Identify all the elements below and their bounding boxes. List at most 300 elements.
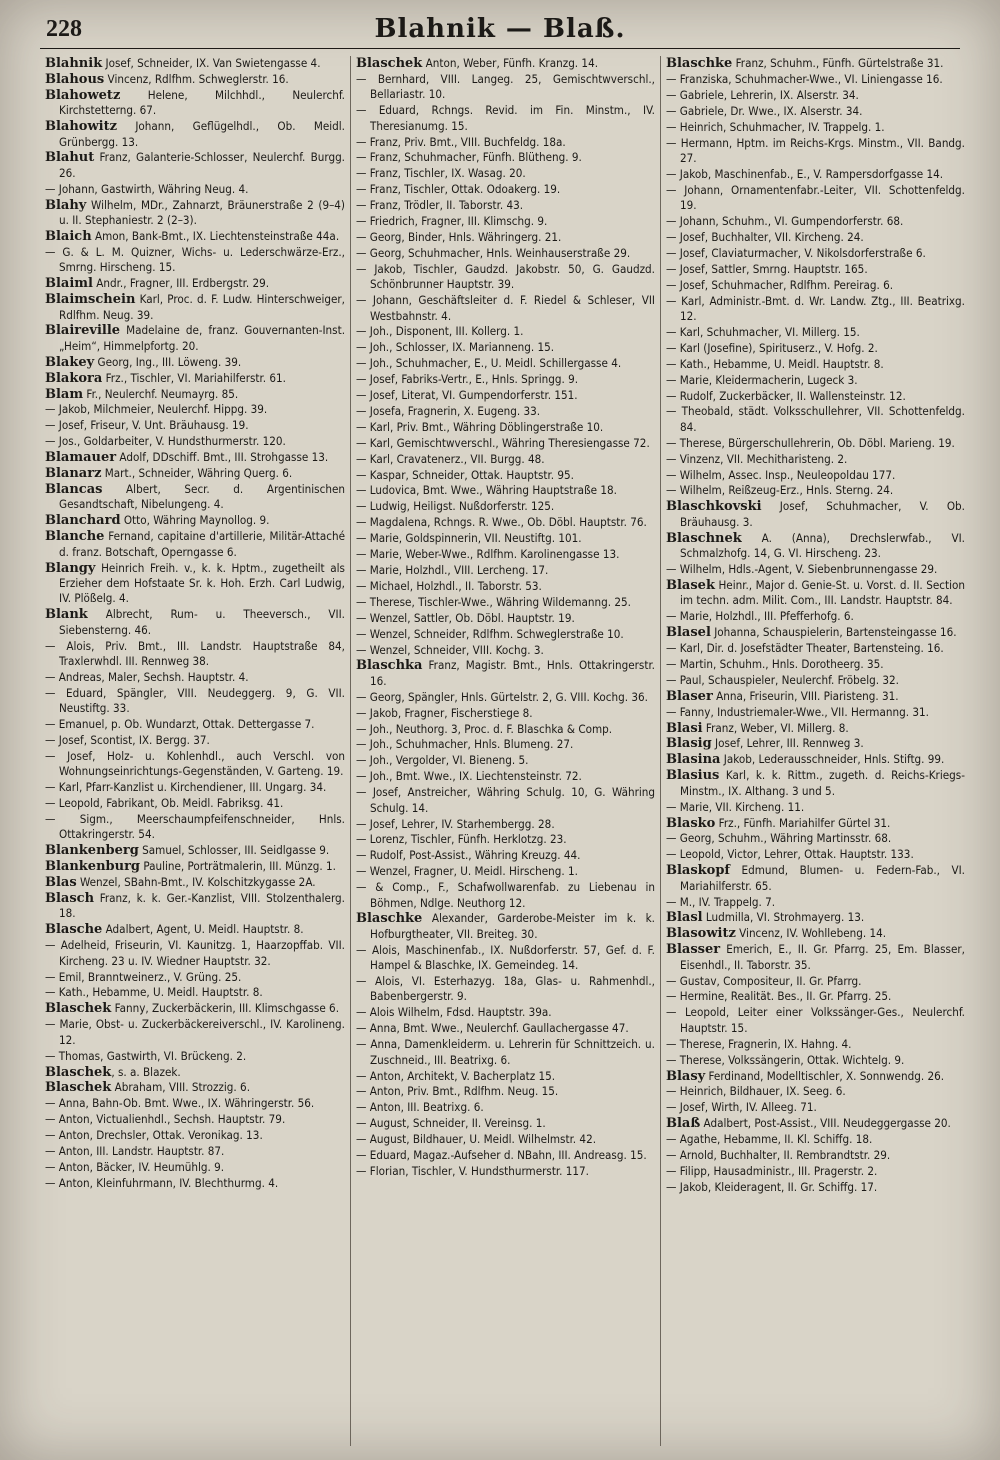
entry-text: — Heinrich, Bildhauer, IX. Seeg. 6. [666,1084,846,1099]
entry-text: — Johann, Schuhm., VI. Gumpendorferstr. 68. [666,214,904,229]
directory-entry [45,387,345,402]
entry-text: — Friedrich, Fragner, III. Klimschg. 9. [356,214,548,229]
directory-entry [666,942,965,973]
directory-entry [45,450,345,465]
entry-text: — Florian, Tischler, V. Hundsthurmerstr. 117. [356,1163,589,1178]
entry-text: — Theobald, städt. Volksschullehrer, VII. Schottenfeldg. 84. [666,404,965,434]
entry-text: — Joh., Disponent, III. Kollerg. 1. [356,324,524,339]
directory-entry [45,56,345,71]
directory-entry [356,72,655,103]
entry-surname: Blamauer [45,450,117,466]
column-3 [660,56,970,1446]
entry-surname: Blankenberg [45,843,139,859]
directory-entry [356,214,655,229]
entry-text: — Georg, Schuhm., Währing Martinsstr. 68. [666,831,892,846]
entry-surname: Blaschkovski [666,499,762,515]
entry-text: — Marie, VII. Kircheng. 11. [666,799,805,814]
entry-text: Karl, k. k. Rittm., zugeth. d. Reichs-Kriegs-Minstm., IX. Althang. 3 und 5. [680,768,965,798]
entry-surname: Blahy [45,197,87,213]
entry-text: — G. & L. M. Quizner, Wichs- u. Lederschwärze-Erz., Smrng. Hirscheng. 15. [45,244,345,275]
entry-text: — Karl, Pfarr-Kanzlist u. Kirchendiener, III. Ungarg. 34. [45,780,327,795]
entry-text: — Wilhelm, Hdls.-Agent, V. Siebenbrunnengasse 29. [666,562,938,576]
entry-text: — Gabriele, Lehrerin, IX. Alserstr. 34. [666,87,859,102]
entry-surname: Blanchard [45,513,121,529]
entry-text: — Emil, Branntweinerz., V. Grüng. 25. [45,969,242,984]
entry-text: — Leopold, Fabrikant, Ob. Meidl. Fabriksg. 41. [45,796,284,811]
entry-text: — Marie, Holzhdl., VIII. Lercheng. 17. [356,563,549,577]
entry-text: Georg, Ing., III. Löweng. 39. [94,354,242,369]
directory-entry [666,531,965,562]
entry-text: — Jakob, Milchmeier, Neulerchf. Hippg. 39. [45,402,268,417]
directory-entry [666,768,965,799]
directory-entry [356,483,655,498]
entry-text: — Jakob, Tischler, Gaudzd. Jakobstr. 50, G. Gaudzd. Schönbrunner Hauptstr. 39. [356,261,655,292]
entry-text: — Hermann, Hptm. im Reichs-Krgs. Minstm., VII. Bandg. 27. [666,135,965,165]
entry-text: — Anna, Bmt. Wwe., Neulerchf. Gaullachergasse 47. [356,1021,629,1036]
entry-text: — Franz, Priv. Bmt., VIII. Buchfeldg. 18a. [356,134,566,149]
entry-text: — Josef, Friseur, V. Unt. Bräuhausg. 19. [45,418,249,433]
directory-entry [45,970,345,985]
entry-text: — Lorenz, Tischler, Fünfh. Herklotzg. 23. [356,832,567,847]
directory-entry [666,989,965,1004]
directory-entry [356,452,655,467]
entry-text: — Georg, Schuhmacher, Hnls. Weinhauserstraße 29. [356,245,631,260]
entry-text: Johann, Geflügelhdl., Ob. Meidl. Grünbergg. 13. [59,119,345,149]
entry-text: — Kath., Hebamme, U. Meidl. Hauptstr. 8. [45,985,263,1000]
directory-entry [45,639,345,670]
entry-text: — Josef, Literat, VI. Gumpendorferstr. 151. [356,388,578,403]
directory-entry [666,863,965,894]
directory-entry [356,356,655,371]
entry-text: — Alois, Priv. Bmt., III. Landstr. Hauptstraße 84, Traxlerwhdl. III. Rennweg 38. [45,638,345,668]
entry-surname: Blasek [666,577,715,593]
directory-entry [356,515,655,530]
directory-entry [356,817,655,832]
entry-surname: Blancas [45,481,103,497]
entry-text: — Agathe, Hebamme, II. Kl. Schiffg. 18. [666,1132,873,1147]
directory-entry [356,643,655,658]
directory-entry [356,468,655,483]
directory-entry [666,373,965,388]
entry-text: — Marie, Weber-Wwe., Rdlfhm. Karolinengasse 13. [356,547,620,562]
entry-text: — Eduard, Spängler, VIII. Neudeggerg. 9, G. VII. Neustiftg. 33. [45,685,345,716]
entry-surname: Blasko [666,815,716,831]
entry-text: — Joh., Vergolder, VI. Bieneng. 5. [356,753,529,768]
directory-entry [356,198,655,213]
directory-entry [45,1049,345,1064]
directory-entry [356,595,655,610]
directory-entry [45,198,345,229]
entry-text: — Bernhard, VIII. Langeg. 25, Gemischtwverschl., Bellariastr. 10. [356,71,655,102]
entry-text: — Georg, Binder, Hnls. Währingerg. 21. [356,229,562,244]
entry-text: — Marie, Kleidermacherin, Lugeck 3. [666,372,858,387]
entry-text: — Anton, Drechsler, Ottak. Veronikag. 13. [45,1128,263,1143]
directory-entry [45,717,345,732]
page-number: 228 [46,16,82,42]
directory-entry [356,340,655,355]
entry-text: — Jakob, Fragner, Fischerstiege 8. [356,705,533,720]
directory-entry [666,499,965,530]
directory-entry [356,103,655,134]
entry-text: — Paul, Schauspieler, Neulerchf. Fröbelg. 32. [666,672,899,687]
entry-text: Vincenz, IV. Wohllebeng. 14. [735,926,887,941]
directory-entry [356,293,655,324]
directory-entry [666,1164,965,1179]
entry-text: — Anton, Priv. Bmt., Rdlfhm. Neug. 15. [356,1084,559,1099]
directory-entry [666,689,965,704]
directory-entry [666,56,965,71]
entry-text: — August, Schneider, II. Vereinsg. 1. [356,1116,546,1131]
entry-surname: Blas [45,875,77,891]
entry-surname: Blangy [45,560,96,576]
entry-text: Frz., Fünfh. Mariahilfer Gürtel 31. [715,815,891,830]
entry-text: — Marie, Obst- u. Zuckerbäckereiverschl., IV. Karolineng. 12. [45,1017,345,1047]
entry-text: — Jakob, Maschinenfab., E., V. Rampersdorfgasse 14. [666,166,944,181]
directory-entry [45,1176,345,1191]
directory-entry [356,531,655,546]
entry-surname: Blasowitz [666,926,736,942]
directory-entry [666,625,965,640]
directory-entry [666,1053,965,1068]
entry-text: — Johann, Geschäftsleiter d. F. Riedel & Schleser, VII Westbahnstr. 4. [356,293,655,323]
entry-surname: Blasig [666,736,712,752]
directory-entry [45,859,345,874]
entry-text: — Joh., Schuhmacher, Hnls. Blumeng. 27. [356,737,574,752]
directory-entry [356,1132,655,1147]
directory-entry [356,769,655,784]
directory-entry [666,609,965,624]
entry-text: Frz., Tischler, VI. Mariahilferstr. 61. [102,370,286,385]
directory-entry [45,749,345,780]
entry-text: — M., IV. Trappelg. 7. [666,894,776,909]
entry-surname: Blaimschein [45,292,136,308]
entry-text: — Alois Wilhelm, Fdsd. Hauptstr. 39a. [356,1005,552,1020]
directory-entry [45,875,345,890]
entry-surname: Blaireville [45,323,121,339]
entry-surname: Blaser [666,688,713,704]
entry-text: — Josef, Wirth, IV. Alleeg. 71. [666,1100,817,1115]
directory-entry [356,880,655,911]
directory-entry [356,864,655,879]
entry-text: Wilhelm, MDr., Zahnarzt, Bräunerstraße 2 (9–4) u. II. Stephaniestr. 2 (2–3). [59,197,345,228]
directory-entry [45,229,345,244]
directory-entry [45,1144,345,1159]
directory-entry [356,943,655,974]
directory-entry [666,167,965,182]
directory-entry [45,670,345,685]
entry-text: — Hermine, Realität. Bes., II. Gr. Pfarrg. 25. [666,989,892,1004]
entry-text: — Therese, Volkssängerin, Ottak. Wichtelg. 9. [666,1052,905,1067]
entry-text: — Leopold, Leiter einer Volkssänger-Ges., Neulerchf. Hauptstr. 15. [666,1005,965,1035]
entry-text: Amon, Bank-Bmt., IX. Liechtensteinstraße 44a. [91,228,340,243]
entry-text: — Marie, Holzhdl., III. Pfefferhofg. 6. [666,609,854,624]
directory-entry [666,752,965,767]
directory-entry [666,926,965,941]
entry-text: — & Comp., F., Schafwollwarenfab. zu Liebenau in Böhmen, Ndlge. Neuthorg 12. [356,880,655,910]
entry-surname: Blasche [45,922,103,938]
directory-entry [666,136,965,167]
directory-entry [45,733,345,748]
entry-text: — Johann, Ornamentenfabr.-Leiter, VII. Schottenfeldg. 19. [666,182,965,213]
directory-entry [356,611,655,626]
entry-text: Andr., Fragner, III. Erdbergstr. 29. [92,276,270,291]
directory-entry [666,294,965,325]
entry-text: — Joh., Schlosser, IX. Marianneng. 15. [356,340,555,355]
entry-text: Fr., Neulerchf. Neumayrg. 85. [83,386,239,401]
directory-entry [666,389,965,404]
directory-entry [356,499,655,514]
entry-text: — Joh., Bmt. Wwe., IX. Liechtensteinstr. 72. [356,769,582,784]
directory-entry [666,895,965,910]
directory-entry [356,1069,655,1084]
entry-surname: Blanarz [45,466,102,482]
entry-text: — Emanuel, p. Ob. Wundarzt, Ottak. Dettergasse 7. [45,717,315,732]
entry-text: Otto, Währing Maynollog. 9. [120,513,270,528]
directory-entry [666,357,965,372]
directory-entry [356,372,655,387]
directory-entry [666,214,965,229]
entry-text: Fernand, capitaine d'artillerie, Militär-Attaché d. franz. Botschaft, Operngasse 6. [59,529,345,559]
directory-entry [45,245,345,276]
entry-text: Fanny, Zuckerbäckerin, III. Klimschgasse 6. [111,1001,340,1016]
entry-text: — Franz, Trödler, II. Taborstr. 43. [356,198,524,213]
directory-entry [666,120,965,135]
directory-entry [666,1116,965,1131]
entry-text: — Kath., Hebamme, U. Meidl. Hauptstr. 8. [666,356,884,371]
directory-entry [356,706,655,721]
entry-text: — Michael, Holzhdl., II. Taborstr. 53. [356,578,542,593]
directory-entry [666,831,965,846]
directory-entry [45,529,345,560]
directory-entry [666,657,965,672]
directory-entry [45,1112,345,1127]
entry-text: Emerich, E., II. Gr. Pfarrg. 25, Em. Blasser, Eisenhdl., II. Taborstr. 35. [680,942,965,972]
directory-entry [45,182,345,197]
entry-text: Anton, Weber, Fünfh. Kranzg. 14. [422,56,599,70]
directory-entry [666,452,965,467]
directory-entry [666,705,965,720]
entry-surname: Blaiml [45,276,93,292]
entry-text: Franz, Magistr. Bmt., Hnls. Ottakringerstr. 16. [370,658,655,688]
entry-text: Karl, Proc. d. F. Ludw. Hinterschweiger, Rdlfhm. Neug. 39. [59,292,345,322]
directory-entry [356,1037,655,1068]
entry-text: Helene, Milchhdl., Neulerchf. Kirchstetterng. 67. [59,87,345,118]
directory-entry [45,482,345,513]
entry-text: — Wenzel, Schneider, Rdlfhm. Schweglerstraße 10. [356,626,624,641]
entry-text: — Filipp, Hausadministr., III. Pragerstr. 2. [666,1163,878,1178]
entry-surname: Blaskopf [666,863,731,879]
directory-entry [356,690,655,705]
entry-text: — Anton, III. Beatrixg. 6. [356,1100,484,1115]
entry-text: — Ludwig, Heiligst. Nußdorferstr. 125. [356,499,555,514]
entry-text: — Anton, Architekt, V. Bacherplatz 15. [356,1068,556,1083]
entry-text: — Sigm., Meerschaumpfeifenschneider, Hnls. Ottakringerstr. 54. [45,812,345,842]
directory-entry [666,1148,965,1163]
entry-text: — Anton, Kleinfuhrmann, IV. Blechthurmg. 4. [45,1175,279,1190]
entry-text: — Wilhelm, Reißzeug-Erz., Hnls. Sterng. 24. [666,483,894,498]
directory-entry [45,1096,345,1111]
directory-entry [666,1037,965,1052]
entry-text: — Eduard, Rchngs. Revid. im Fin. Minstm., IV. Theresianumg. 15. [356,103,655,133]
directory-entry [45,1128,345,1143]
entry-text: — Therese, Bürgerschullehrerin, Ob. Döbl. Marieng. 19. [666,435,955,450]
entry-surname: Blasius [666,768,720,784]
entry-text: — Franziska, Schuhmacher-Wwe., VI. Liniengasse 16. [666,71,943,86]
column-2 [350,56,660,1446]
directory-entry [666,1180,965,1195]
entry-text: Edmund, Blumen- u. Federn-Fab., VI. Mariahilferstr. 65. [680,863,965,893]
page-header [40,10,960,49]
directory-entry [666,341,965,356]
entry-text: — Leopold, Victor, Lehrer, Ottak. Hauptstr. 133. [666,847,914,862]
directory-entry [666,483,965,498]
directory-entry [666,88,965,103]
directory-entry [45,323,345,354]
directory-entry [45,843,345,858]
entry-surname: Blankenburg [45,859,141,875]
running-title: Blahnik — Blaß. [374,14,626,44]
entry-text: — Kaspar, Schneider, Ottak. Hauptstr. 95. [356,467,574,482]
directory-entry [356,911,655,942]
directory-entry [45,780,345,795]
entry-text: — Josef, Schuhmacher, Rdlfhm. Pereirag. 6. [666,277,894,292]
directory-entry [666,325,965,340]
entry-text: , s. a. Blazek. [111,1064,181,1079]
entry-text: — August, Bildhauer, U. Meidl. Wilhelmstr. 42. [356,1132,597,1147]
directory-entry [45,402,345,417]
entry-text: — Wenzel, Fragner, U. Meidl. Hirscheng. 1. [356,864,578,879]
entry-surname: Blaschka [356,658,423,674]
directory-entry [45,607,345,638]
entry-text: — Franz, Schuhmacher, Fünfh. Blütheng. 9. [356,150,582,165]
directory-entry [666,578,965,609]
entry-text: — Eduard, Magaz.-Aufseher d. NBahn, III. Andreasg. 15. [356,1148,647,1163]
entry-text: — Josef, Holz- u. Kohlenhdl., auch Verschl. von Wohnungseinrichtungs-Gegenständen, V. Garteng. 19. [45,748,345,779]
directory-entry [356,722,655,737]
entry-surname: Blanche [45,529,105,545]
directory-entry [45,922,345,937]
directory-entry [666,816,965,831]
directory-entry [666,673,965,688]
entry-text: Ludmilla, VI. Strohmayerg. 13. [702,910,865,925]
entry-surname: Blasl [666,910,703,926]
entry-surname: Blakora [45,370,103,386]
entry-surname: Blaß [666,1116,701,1132]
directory-entry [45,513,345,528]
entry-text: Jakob, Lederausschneider, Hnls. Stiftg. 99. [720,752,945,767]
entry-surname: Blasser [666,942,721,958]
directory-entry [45,1080,345,1095]
directory-entry [666,183,965,214]
entry-text: Madelaine de, franz. Gouvernanten-Inst. „Heim“, Himmelpfortg. 20. [59,323,345,353]
directory-entry [45,891,345,922]
entry-text: — Heinrich, Schuhmacher, IV. Trappelg. 1. [666,119,885,134]
column-1 [40,56,350,1446]
directory-entry [356,404,655,419]
entry-text: — Vinzenz, VII. Mechitharisteng. 2. [666,451,848,466]
entry-text: — Thomas, Gastwirth, VI. Brückeng. 2. [45,1048,247,1063]
entry-surname: Blank [45,607,88,623]
entry-text: Adolf, DDschiff. Bmt., III. Strohgasse 13. [116,450,329,465]
entry-text: — Andreas, Maler, Sechsh. Hauptstr. 4. [45,669,249,684]
entry-text: — Karl, Schuhmacher, VI. Millerg. 15. [666,324,860,339]
directory-entry [356,563,655,578]
entry-text: — Joh., Schuhmacher, E., U. Meidl. Schillergasse 4. [356,356,622,371]
directory-entry [356,737,655,752]
entry-text: — Anton, Victualienhdl., Sechsh. Hauptstr. 79. [45,1112,286,1127]
directory-entry [666,278,965,293]
entry-text: Mart., Schneider, Währing Querg. 6. [101,466,293,481]
entry-text: Albrecht, Rum- u. Theeversch., VII. Siebensterng. 46. [59,607,345,637]
entry-text: — Josef, Fabriks-Vertr., E., Hnls. Springg. 9. [356,372,579,387]
directory-entry [666,1069,965,1084]
entry-text: Albert, Secr. d. Argentinischen Gesandtschaft, Nibelungeng. 4. [59,481,345,512]
directory-entry [356,547,655,562]
directory-entry [45,72,345,87]
entry-surname: Blaschek [45,1080,112,1096]
entry-text: Josef, Schuhmacher, V. Ob. Bräuhausg. 3. [680,499,965,529]
directory-entry [356,166,655,181]
entry-text: — Franz, Tischler, IX. Wasag. 20. [356,166,526,181]
entry-text: Heinrich Freih. v., k. k. Hptm., zugetheilt als Erzieher dem Hofstaate Sr. k. Hoh. Erzh. Carl Ludwig, IV. Plößelg. 4. [59,560,345,606]
entry-text: — Karl, Administr.-Bmt. d. Wr. Landw. Ztg., III. Beatrixg. 12. [666,293,965,323]
entry-text: Johanna, Schauspielerin, Bartensteingasse 16. [710,625,957,640]
directory-entry [45,686,345,717]
directory-entry [356,832,655,847]
entry-text: Ferdinand, Modelltischler, X. Sonnwendg. 26. [705,1068,945,1083]
directory-entry [45,1017,345,1048]
entry-surname: Blaschek [45,1064,112,1080]
entry-text: — Joh., Neuthorg. 3, Proc. d. F. Blaschka & Comp. [356,721,613,736]
directory-entry [356,135,655,150]
entry-text: — Karl (Josefine), Spirituserz., V. Hofg. 2. [666,340,878,355]
directory-entry [356,246,655,261]
directory-entry [666,800,965,815]
entry-text: Pauline, Porträtmalerin, III. Münzg. 1. [140,859,336,874]
entry-text: — Jakob, Kleideragent, II. Gr. Schiffg. 17. [666,1179,878,1194]
entry-text: — Josef, Sattler, Smrng. Hauptstr. 165. [666,261,868,276]
directory-entry [666,262,965,277]
directory-entry [356,627,655,642]
entry-text: — Karl, Priv. Bmt., Währing Döblingerstraße 10. [356,419,604,434]
entry-surname: Blaschek [45,1001,112,1017]
directory-entry [666,721,965,736]
entry-text: — Jos., Goldarbeiter, V. Hundsthurmerstr. 120. [45,434,286,449]
entry-text: Adalbert, Post-Assist., VIII. Neudeggergasse 20. [700,1116,951,1131]
directory-entry [666,562,965,577]
entry-text: A. (Anna), Drechslerwfab., VI. Schmalzhofg. 14, G. VI. Hirscheng. 23. [680,530,965,561]
directory-entry [45,466,345,481]
entry-text: Josef, Lehrer, III. Rennweg 3. [711,736,864,751]
directory-entry [45,292,345,323]
entry-text: — Josef, Buchhalter, VII. Kircheng. 24. [666,229,864,244]
directory-entry [356,388,655,403]
directory-entry [666,1005,965,1036]
directory-entry [666,974,965,989]
entry-text: — Franz, Tischler, Ottak. Odoakerg. 19. [356,182,561,197]
entry-text: — Anna, Bahn-Ob. Bmt. Wwe., IX. Währingerstr. 56. [45,1096,315,1111]
entry-text: — Josef, Lehrer, IV. Starhembergg. 28. [356,816,555,831]
entry-text: Franz, Weber, VI. Millerg. 8. [702,720,849,735]
entry-surname: Blasi [666,720,703,736]
entry-text: Franz, Schuhm., Fünfh. Gürtelstraße 31. [732,56,944,70]
entry-text: — Alois, VI. Esterhazyg. 18a, Glas- u. Rahmenhdl., Babenbergerstr. 9. [356,974,655,1004]
entry-text: — Anton, Bäcker, IV. Heumühlg. 9. [45,1159,225,1174]
directory-entry [356,1084,655,1099]
directory-entry [356,1164,655,1179]
directory-entry [356,579,655,594]
directory-entry [356,182,655,197]
